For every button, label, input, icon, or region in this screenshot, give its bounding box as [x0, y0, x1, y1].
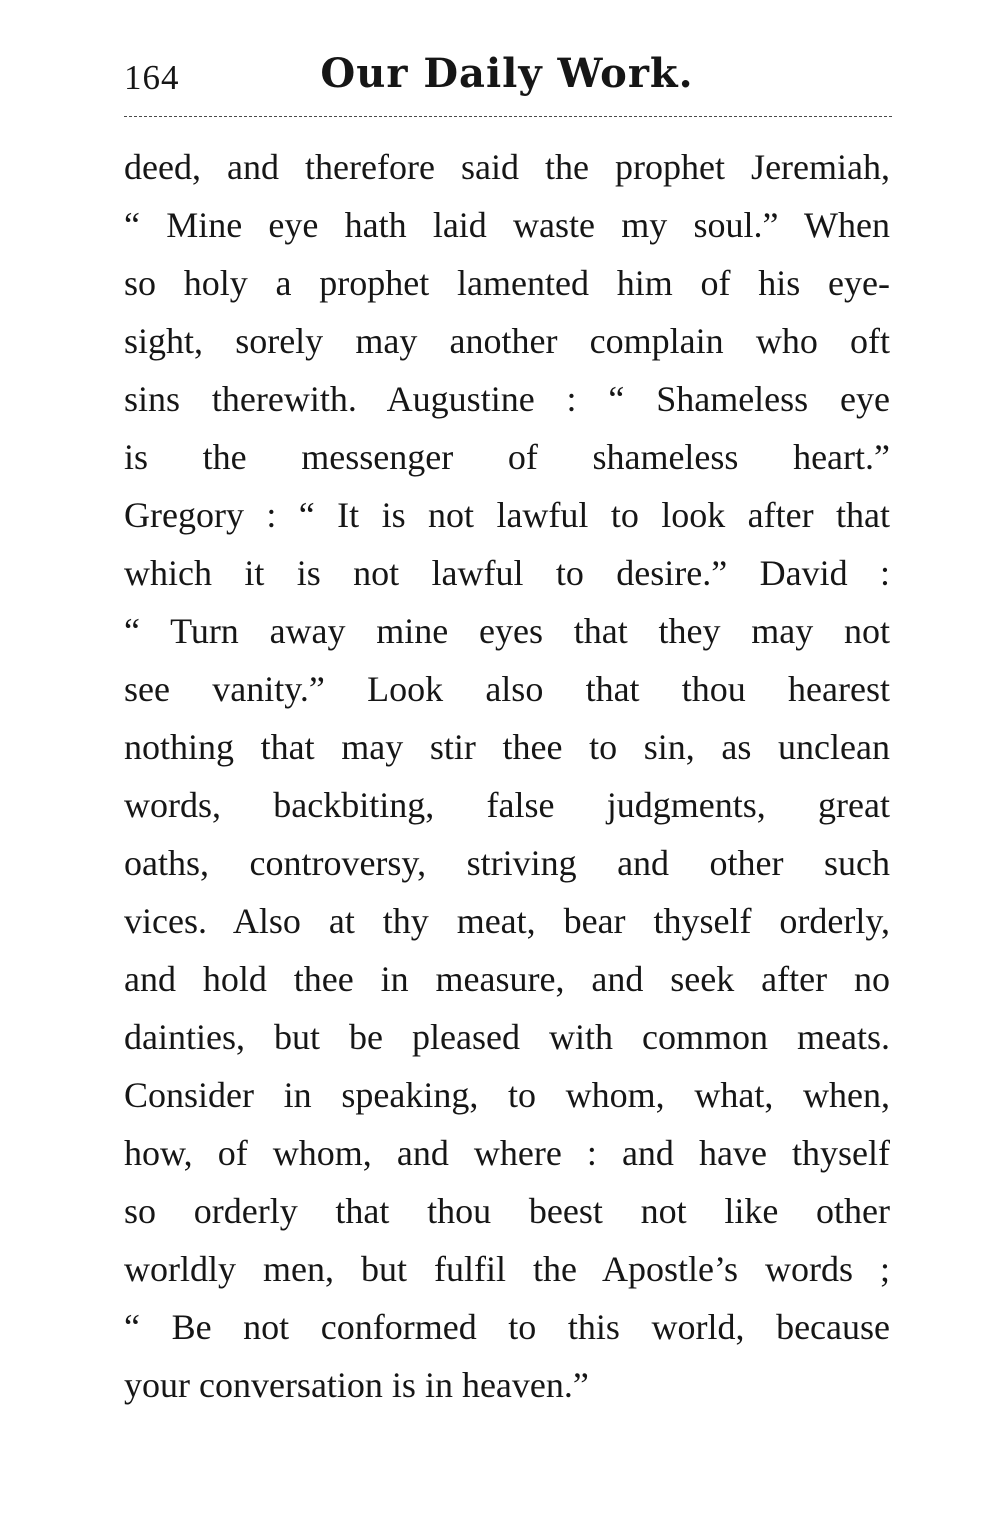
text-line: see vanity.” Look also that thou hearest	[124, 669, 890, 709]
text-line: sins therewith. Augustine : “ Shameless eye	[124, 379, 890, 419]
running-title: Our Daily Work.	[320, 50, 694, 97]
text-line: so holy a prophet lamented him of his eye-	[124, 263, 890, 303]
text-line: your conversation is in heaven.”	[124, 1365, 589, 1405]
text-line: so orderly that thou beest not like other	[124, 1191, 890, 1231]
header-rule	[124, 116, 892, 117]
text-line: dainties, but be pleased with common meats.	[124, 1017, 890, 1057]
text-line: “ Mine eye hath laid waste my soul.” When	[124, 205, 890, 245]
text-line: “ Turn away mine eyes that they may not	[124, 611, 890, 651]
text-line: worldly men, but fulfil the Apostle’s words ;	[124, 1249, 890, 1289]
page-number: 164	[124, 58, 180, 97]
text-line: nothing that may stir thee to sin, as unclean	[124, 727, 890, 767]
text-line: vices. Also at thy meat, bear thyself orderly,	[124, 901, 890, 941]
text-line: deed, and therefore said the prophet Jeremiah,	[124, 147, 890, 187]
text-line: Gregory : “ It is not lawful to look after that	[124, 495, 890, 535]
body-text	[124, 138, 890, 1414]
page-header	[124, 46, 890, 106]
text-line: and hold thee in measure, and seek after no	[124, 959, 890, 999]
text-line: Consider in speaking, to whom, what, when,	[124, 1075, 890, 1115]
text-line: how, of whom, and where : and have thyself	[124, 1133, 890, 1173]
text-line: words, backbiting, false judgments, great	[124, 785, 890, 825]
text-line: which it is not lawful to desire.” David :	[124, 553, 890, 593]
text-line: oaths, controversy, striving and other such	[124, 843, 890, 883]
text-line: sight, sorely may another complain who oft	[124, 321, 890, 361]
text-line: is the messenger of shameless heart.”	[124, 437, 890, 477]
text-line: “ Be not conformed to this world, because	[124, 1307, 890, 1347]
